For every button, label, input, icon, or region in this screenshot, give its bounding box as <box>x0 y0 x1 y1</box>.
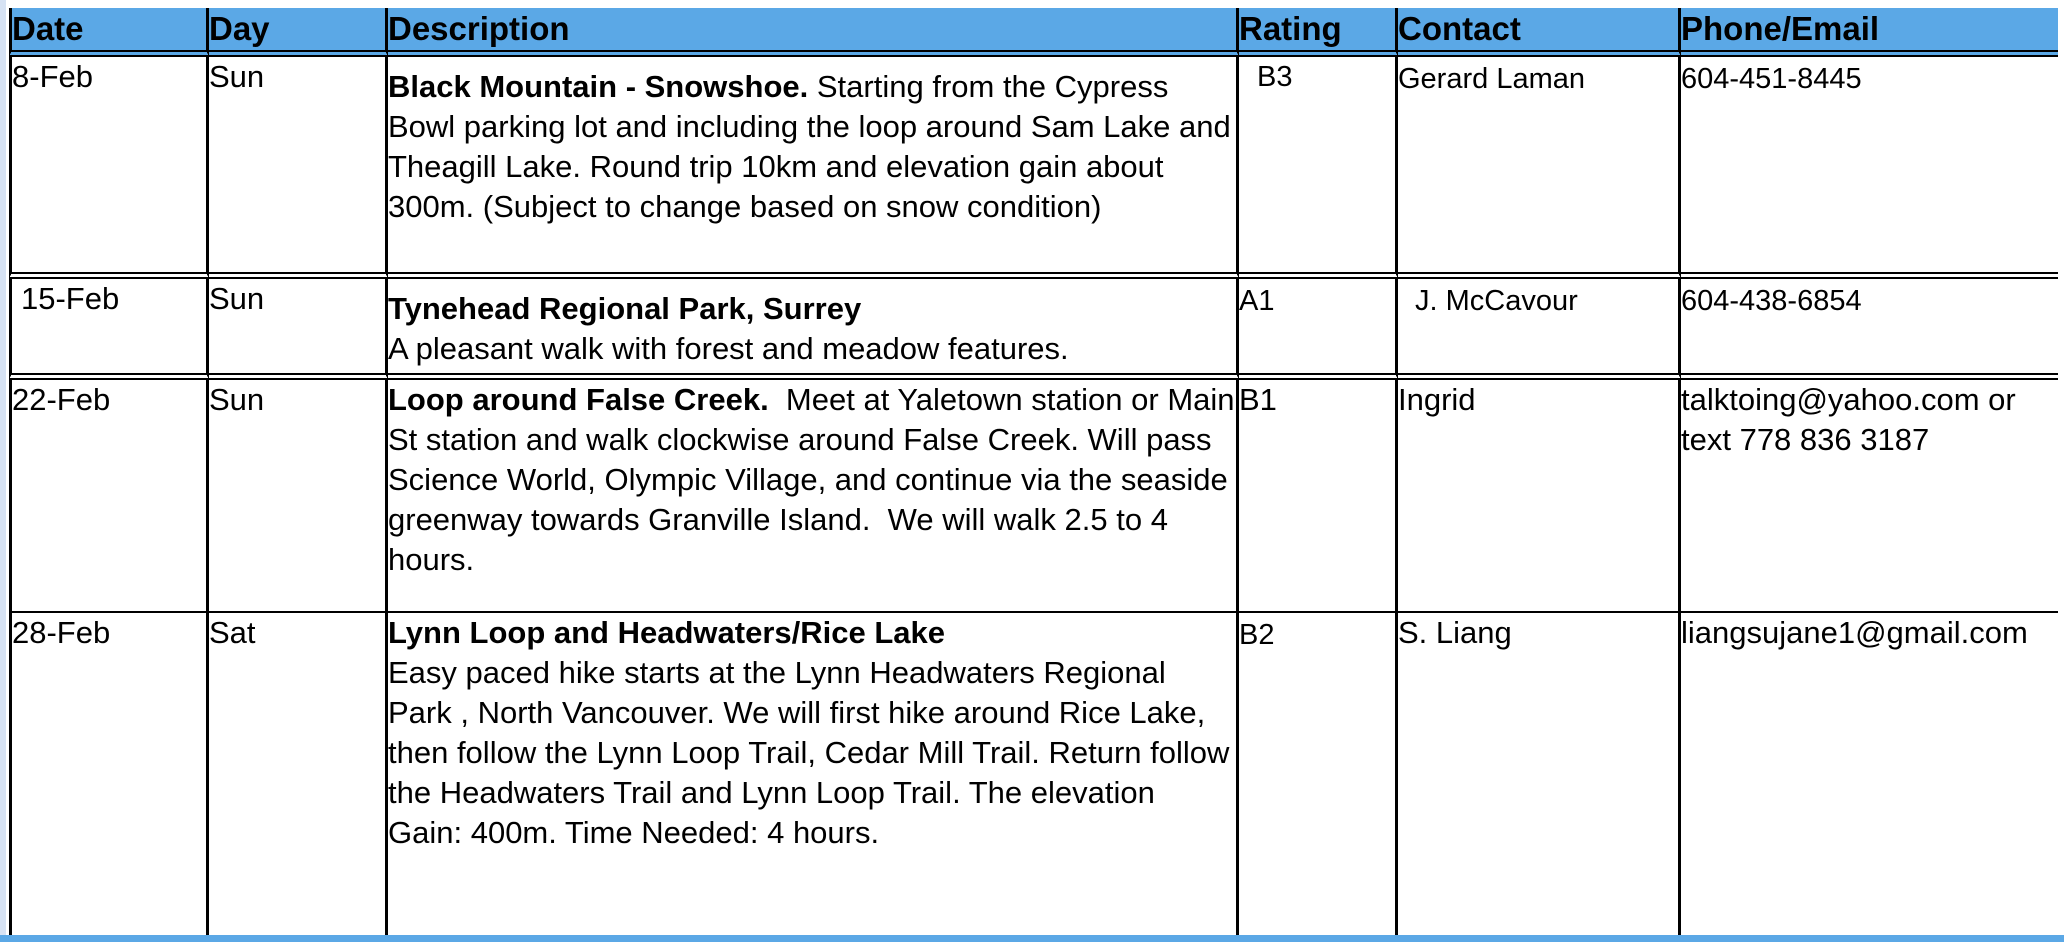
hike-title: Tynehead Regional Park, Surrey <box>388 291 862 326</box>
table-row <box>9 380 2058 613</box>
table-row <box>9 613 2058 938</box>
phone-email-cell: talktoing@yahoo.com or text 778 836 3187 <box>1681 380 2058 613</box>
column-header-day: Day <box>209 8 388 57</box>
column-header-description: Description <box>388 8 1239 57</box>
contact-cell: Gerard Laman <box>1398 57 1681 279</box>
rating-cell: A1 <box>1239 279 1398 380</box>
table-bottom-border <box>0 935 2064 942</box>
hike-description: A pleasant walk with forest and meadow features. <box>388 331 1069 366</box>
column-header-rating: Rating <box>1239 8 1398 57</box>
column-header-contact: Contact <box>1398 8 1681 57</box>
rating-cell: B2 <box>1239 613 1398 938</box>
rating-cell: B3 <box>1239 57 1398 279</box>
phone-email-cell: 604-438-6854 <box>1681 279 2058 380</box>
column-header-date: Date <box>9 8 209 57</box>
hike-description: Starting from the Cypress Bowl parking lot and including the loop around Sam Lake and Theagill Lake. Round trip 10km and elevation gain about 300m. (Subject to change based on snow condition) <box>388 69 1231 224</box>
description-cell <box>388 380 1239 613</box>
hike-description: Meet at Yaletown station or Main St station and walk clockwise around False Creek. Will pass Science World, Olympic Village, and continue via the seaside greenway towards Granville Island. We will walk 2.5 to 4 hours. <box>388 382 1235 577</box>
header-row <box>9 8 2058 57</box>
column-header-phone-email: Phone/Email <box>1681 8 2058 57</box>
table-row <box>9 57 2058 279</box>
contact-cell: Ingrid <box>1398 380 1681 613</box>
contact-cell: J. McCavour <box>1398 279 1681 380</box>
hike-title: Black Mountain - Snowshoe. <box>388 69 809 104</box>
table-row <box>9 279 2058 380</box>
hike-title: Lynn Loop and Headwaters/Rice Lake <box>388 615 945 650</box>
hike-schedule-table <box>9 8 2058 938</box>
description-cell <box>388 279 1239 380</box>
date-cell: 8-Feb <box>9 57 209 279</box>
page-edge <box>0 0 6 942</box>
day-cell: Sat <box>209 613 388 938</box>
date-cell: 28-Feb <box>9 613 209 938</box>
contact-cell: S. Liang <box>1398 613 1681 938</box>
phone-email-cell: liangsujane1@gmail.com <box>1681 615 2028 650</box>
hike-title: Loop around False Creek. <box>388 382 769 417</box>
rating-cell: B1 <box>1239 380 1398 613</box>
day-cell: Sun <box>209 279 388 380</box>
phone-email-cell: 604-451-8445 <box>1681 57 2058 279</box>
description-cell <box>388 613 1239 938</box>
date-cell: 22-Feb <box>9 380 209 613</box>
day-cell: Sun <box>209 380 388 613</box>
day-cell: Sun <box>209 57 388 279</box>
description-cell <box>388 57 1239 279</box>
hike-description: Easy paced hike starts at the Lynn Headwaters Regional Park , North Vancouver. We will first hike around Rice Lake, then follow the Lynn Loop Trail, Cedar Mill Trail. Return follow the Headwaters Trail and Lynn Loop Trail. The elevation Gain: 400m. Time Needed: 4 hours. <box>388 655 1230 850</box>
table-header <box>9 8 2058 57</box>
date-cell: 15-Feb <box>9 279 209 380</box>
